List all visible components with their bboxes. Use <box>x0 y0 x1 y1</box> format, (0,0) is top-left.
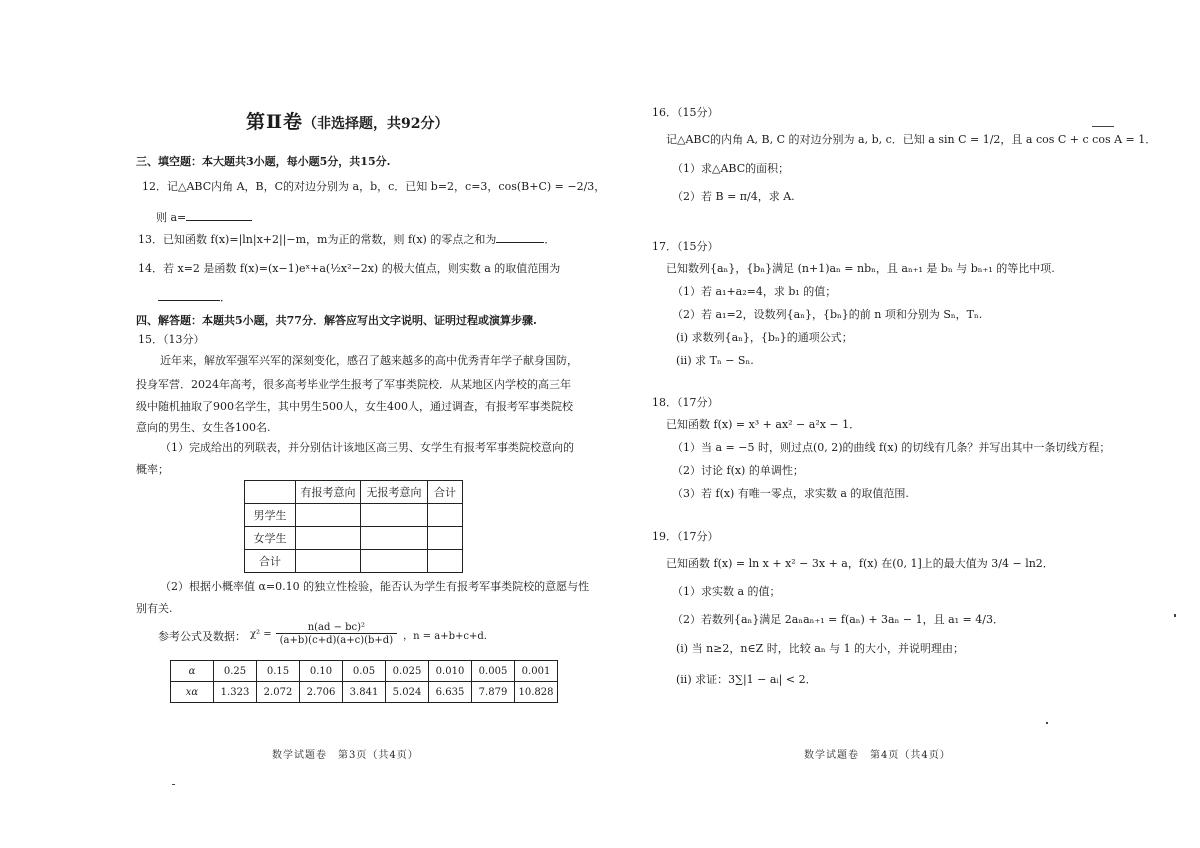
q16-header: 16．（15分） <box>652 106 719 119</box>
section-answer-header: 四、解答题：本题共5小题，共77分．解答应写出文字说明、证明过程或演算步骤. <box>136 314 537 327</box>
scan-mark <box>1174 614 1176 617</box>
table-cell[interactable] <box>296 550 361 573</box>
q18-sub1: （1）当 a = −5 时，则过点(0, 2)的曲线 f(x) 的切线有几条？并写出其中一条切线方程； <box>672 441 1111 454</box>
q18-header: 18．（17分） <box>652 396 719 409</box>
table-row-label: 合计 <box>245 550 296 573</box>
q13-line: 13．已知函数 f(x)=|ln|x+2||−m，m为正的常数，则 f(x) 的零点之和为 ． <box>138 233 556 246</box>
q13-answer-blank[interactable] <box>496 242 544 243</box>
scan-mark <box>1092 126 1114 127</box>
contingency-table <box>244 480 463 573</box>
q14-stem: 14．若 x=2 是函数 f(x)=(x−1)eˣ+a(½x²−2x) 的极大值点，则实数 a 的取值范围为 <box>138 262 561 275</box>
q12-answer-blank[interactable] <box>186 220 252 221</box>
table-row-label: 男学生 <box>245 504 296 527</box>
q15-sub2-line2: 别有关. <box>136 602 173 615</box>
q19-stem: 已知函数 f(x) = ln x + x² − 3x + a，f(x) 在(0, 1]上的最大值为 3/4 − ln2． <box>666 557 1054 570</box>
q15-para-line4: 意向的男生、女生各100名. <box>136 421 271 434</box>
formula-denominator: (a+b)(c+d)(a+c)(b+d) <box>276 633 397 646</box>
q18-stem: 已知函数 f(x) = x³ + ax² − a²x − 1． <box>666 418 861 431</box>
chi-square-formula <box>250 622 494 646</box>
part2-title-sub: （非选择题，共92分） <box>303 116 449 132</box>
q12-answer-line <box>156 211 252 225</box>
q17-sub2-i: (i) 求数列{aₙ}，{bₙ}的通项公式； <box>676 331 853 344</box>
table-cell: 7.879 <box>472 682 515 703</box>
table-cell[interactable] <box>428 550 463 573</box>
table-cell[interactable] <box>296 527 361 550</box>
right-page-footer: 数学试题卷 第4页（共4页） <box>804 750 951 761</box>
q19-header: 19．（17分） <box>652 530 719 543</box>
q17-header: 17．（15分） <box>652 240 719 253</box>
q15-para-line2: 投身军营．2024年高考，很多高考毕业学生报考了军事类院校．从某地区内学校的高三年 <box>136 378 571 391</box>
table-row-label: α <box>171 661 214 682</box>
table-cell[interactable] <box>296 504 361 527</box>
table-header-cell: 合计 <box>428 481 463 504</box>
table-cell: 0.25 <box>214 661 257 682</box>
table-cell[interactable] <box>428 527 463 550</box>
table-row <box>245 527 463 550</box>
q19-sub2-ii: (ii) 求证：3∑|1 − aᵢ| < 2． <box>676 673 817 686</box>
table-cell: 3.841 <box>343 682 386 703</box>
q16-stem: 记△ABC的内角 A, B, C 的对边分别为 a, b, c．已知 a sin C = 1/2，且 a cos C + c cos A = 1． <box>666 133 1157 146</box>
q15-sub1-line2: 概率； <box>136 463 169 476</box>
q13-stem: 13．已知函数 f(x)=|ln|x+2||−m，m为正的常数，则 f(x) 的零点之和为 <box>138 233 497 246</box>
q16-sub1: （1）求△ABC的面积； <box>672 162 790 175</box>
table-row <box>245 504 463 527</box>
q12-prompt: 则 a= <box>156 211 187 224</box>
q19-sub2-i: (i) 当 n≥2，n∈Z 时，比较 aₙ 与 1 的大小，并说明理由； <box>676 642 965 655</box>
formula-lhs: χ² = <box>250 628 272 640</box>
q15-sub2-line1: （2）根据小概率值 α=0.10 的独立性检验，能否认为学生有报考军事类院校的意愿与性 <box>160 580 590 593</box>
table-cell: 1.323 <box>214 682 257 703</box>
q12-stem: 12．记△ABC内角 A，B，C的对边分别为 a，b，c．已知 b=2，c=3，cos(B+C) = −2/3， <box>142 180 606 193</box>
table-cell: 0.15 <box>257 661 300 682</box>
q14-answer-blank[interactable] <box>158 300 220 301</box>
scan-mark <box>172 784 175 785</box>
table-cell: 10.828 <box>515 682 558 703</box>
table-row-label: 女学生 <box>245 527 296 550</box>
q14-answer-line: ． <box>158 291 231 305</box>
formula-fraction <box>276 622 397 646</box>
q18-sub3: （3）若 f(x) 有唯一零点，求实数 a 的取值范围. <box>672 487 909 500</box>
q15-sub1-line1: （1）完成给出的列联表，并分别估计该地区高三男、女学生有报考军事类院校意向的 <box>160 441 574 454</box>
table-cell[interactable] <box>361 550 428 573</box>
table-row <box>245 481 463 504</box>
left-page-footer: 数学试题卷 第3页（共4页） <box>272 750 419 761</box>
table-cell: 6.635 <box>429 682 472 703</box>
q19-sub2: （2）若数列{aₙ}满足 2aₙaₙ₊₁ = f(aₙ) + 3aₙ − 1，且 a₁ = 4/3． <box>672 613 1004 626</box>
section-fill-in-header: 三、填空题：本大题共3小题，每小题5分，共15分. <box>136 155 391 168</box>
table-cell: 2.072 <box>257 682 300 703</box>
q18-sub2: （2）讨论 f(x) 的单调性； <box>672 464 804 477</box>
part2-title-main: 第Ⅱ卷 <box>246 111 304 133</box>
table-cell[interactable] <box>428 504 463 527</box>
q16-sub2: （2）若 B = π/4，求 A. <box>672 190 795 203</box>
table-row <box>171 682 558 703</box>
table-cell: 0.10 <box>300 661 343 682</box>
q17-sub2: （2）若 a₁=2，设数列{aₙ}，{bₙ}的前 n 项和分别为 Sₙ，Tₙ. <box>672 308 983 321</box>
q15-para-line3: 级中随机抽取了900名学生，其中男生500人，女生400人，通过调查，有报考军事类院校 <box>136 400 573 413</box>
q15-para-line1: 近年来，解放军强军兴军的深刻变化，感召了越来越多的高中优秀青年学子献身国防， <box>160 354 578 367</box>
critical-value-table <box>170 660 558 703</box>
q17-sub1: （1）若 a₁+a₂=4，求 b₁ 的值； <box>672 285 837 298</box>
q17-stem: 已知数列{aₙ}，{bₙ}满足 (n+1)aₙ = nbₙ，且 aₙ₊₁ 是 bₙ 与 bₙ₊₁ 的等比中项. <box>666 262 1055 275</box>
table-header-cell <box>245 481 296 504</box>
table-cell[interactable] <box>361 527 428 550</box>
table-row <box>171 661 558 682</box>
formula-label: 参考公式及数据： <box>158 630 246 643</box>
table-header-cell: 有报考意向 <box>296 481 361 504</box>
table-cell: 5.024 <box>386 682 429 703</box>
q15-header: 15．（13分） <box>138 333 205 346</box>
formula-numerator: n(ad − bc)² <box>307 622 366 633</box>
table-header-cell: 无报考意向 <box>361 481 428 504</box>
table-cell: 0.001 <box>515 661 558 682</box>
q17-sub2-ii: (ii) 求 Tₙ − Sₙ. <box>676 354 754 367</box>
table-row <box>245 550 463 573</box>
table-cell: 0.010 <box>429 661 472 682</box>
formula-n-definition: ，n = a+b+c+d． <box>403 630 494 642</box>
q19-sub1: （1）求实数 a 的值； <box>672 585 781 598</box>
table-cell: 0.005 <box>472 661 515 682</box>
scan-mark <box>1046 722 1048 724</box>
table-cell: 2.706 <box>300 682 343 703</box>
table-cell: 0.05 <box>343 661 386 682</box>
part2-title <box>246 107 449 134</box>
table-row-label: xα <box>171 682 214 703</box>
table-cell[interactable] <box>361 504 428 527</box>
table-cell: 0.025 <box>386 661 429 682</box>
